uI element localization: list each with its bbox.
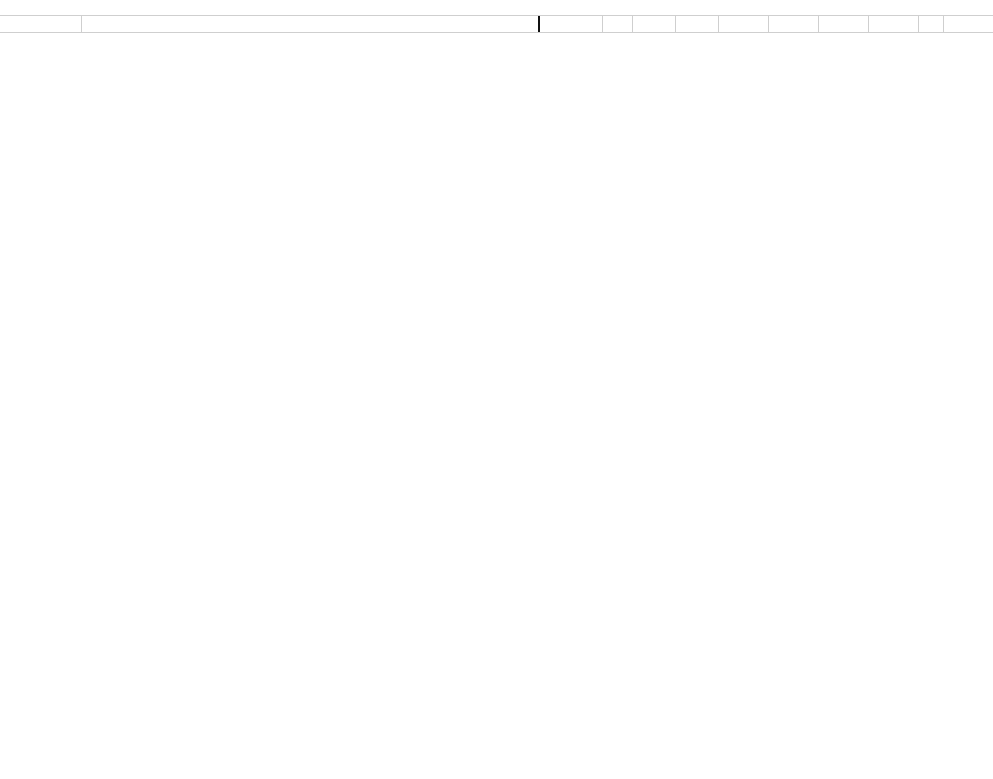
section-title <box>0 0 993 16</box>
header-pcgs-id <box>0 16 82 32</box>
header-description <box>82 16 539 32</box>
header-grade-70 <box>919 16 944 32</box>
header-grade-68 <box>819 16 869 32</box>
header-grade-69 <box>869 16 919 32</box>
header-grade-64 <box>633 16 676 32</box>
header-grade-63 <box>601 16 633 32</box>
header-designation <box>538 16 603 32</box>
header-grade-65 <box>676 16 719 32</box>
header-grade-67 <box>769 16 819 32</box>
header-grade-66 <box>719 16 769 32</box>
header-total <box>944 16 993 32</box>
table-header <box>0 16 993 33</box>
population-table <box>0 0 993 33</box>
